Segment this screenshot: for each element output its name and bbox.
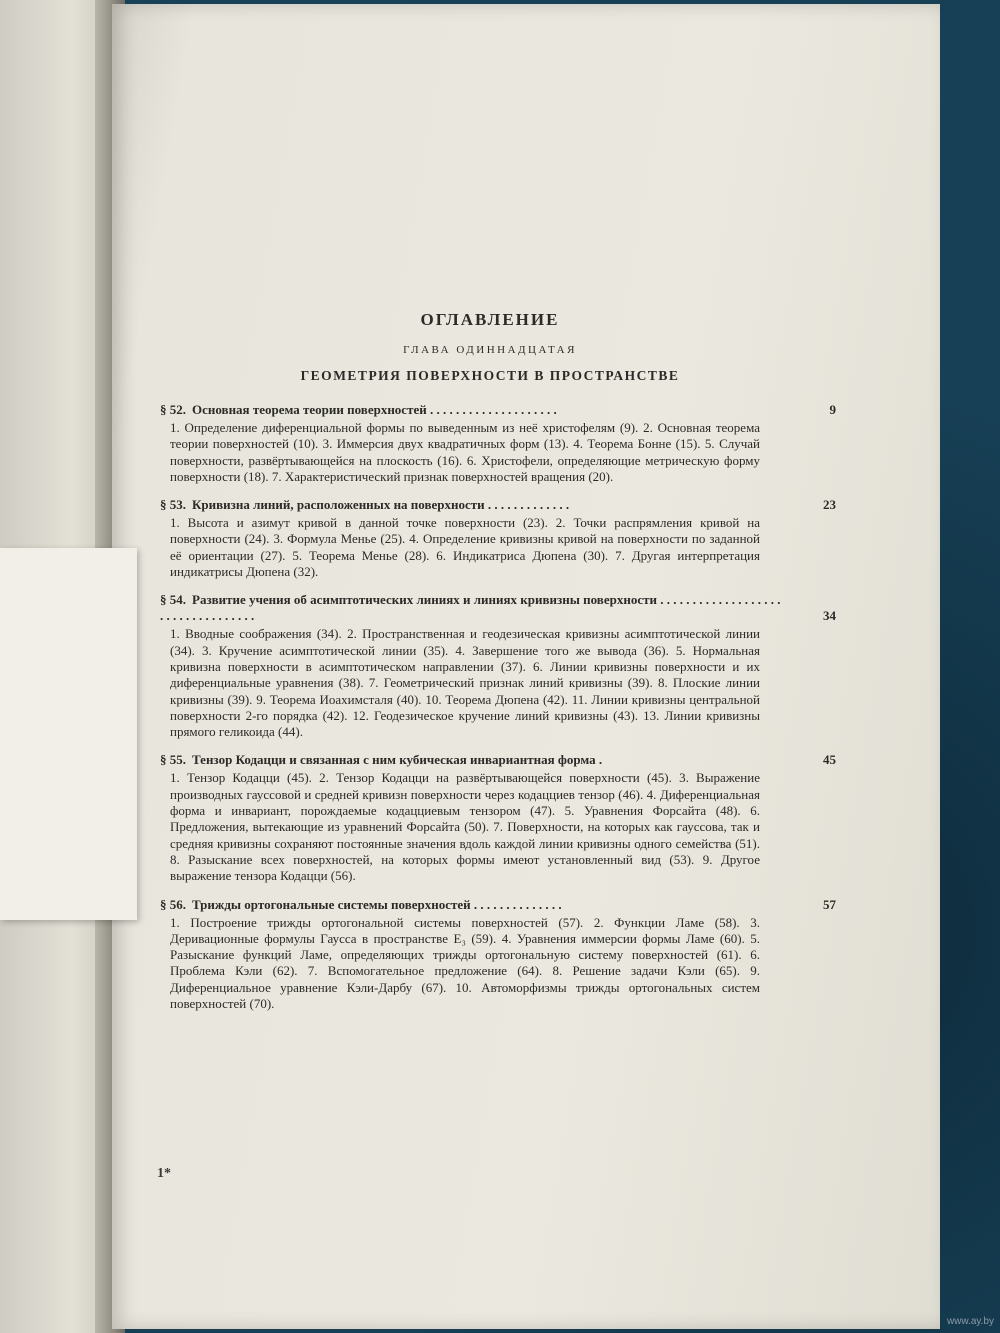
toc-title: ОГЛАВЛЕНИЕ [420,310,560,329]
section-heading [160,497,836,513]
section-title: Кривизна линий, расположенных на поверхности . . . . . . . . . . . . . [192,497,570,513]
section-contents: 1. Построение трижды ортогональной системы поверхностей (57). 2. Функции Ламе (58). 3. Деривационные формулы Гаусса в пространстве E₃ (59). 4. Уравнения иммерсии формы Ламе (60). 5. Разыскание функций Ламе, определяющих трижды ортогональную систему поверхностей (61). 6. Проблема Кэли (62). 7. Вспомогательное предложение (64). 8. Решение задачи Кэли (65). 9. Диференциальное уравнение Кэли-Дарбу (67). 10. Автоморфизмы трижды ортогональных систем поверхностей (70). [170,914,760,1012]
paper-bookmark [0,548,137,920]
toc-section-53 [160,497,836,580]
toc-section-54 [160,592,836,740]
section-contents: 1. Тензор Кодацци (45). 2. Тензор Кодацци на развёртывающейся поверхности (45). 3. Выражение производных гауссовой и средней кривизн поверхности через кодацциев тензор (46). 4. Диференциальная форма и инвариант, порождаемые кодацциевым тензором (47). 5. Уравнения Форсайта (48). 6. Предложения, вытекающие из уравнений Форсайта (50). 7. Поверхности, на которых как гауссова, так и средняя кривизны сохраняют постоянные значения вдоль каждой линии кривизны одного семейства (51). 8. Разыскание всех поверхностей, на которых формы имеют установленный вид (53). 9. Другое выражение тензора Кодацци (56). [170,770,760,884]
section-heading [160,592,836,624]
section-page-number: 9 [829,402,836,417]
section-page-number: 45 [823,752,836,768]
toc-section-55 [160,752,836,884]
section-number: § 53. [160,497,186,513]
site-watermark: www.ay.by [946,1316,994,1327]
section-heading [160,402,836,418]
section-number: § 52. [160,402,186,417]
section-page-number: 34 [823,608,836,624]
section-page-number: 57 [823,896,836,912]
section-number: § 55. [160,752,186,768]
section-heading [160,896,836,913]
section-number: § 56. [160,896,186,912]
section-title: Развитие учения об асимптотических линиях и линиях кривизны поверхности . . . . . . . . . . . . . . . . . . . . . . . . . . . . . . . . . . [160,592,781,624]
toc-section-52 [160,402,836,485]
chapter-label: ГЛАВА ОДИННАДЦАТАЯ [403,344,577,356]
table-of-contents [160,300,836,1024]
section-contents: 1. Высота и азимут кривой в данной точке поверхности (23). 2. Точки распрямления кривой на поверхности (24). 3. Формула Менье (25). 4. Определение кривизны кривой на поверхности по заданной её ориентации (27). 5. Теорема Менье (28). 6. Индикатриса Дюпена (30). 7. Другая интерпретация индикатрисы Дюпена (32). [170,515,760,580]
section-heading [160,752,836,768]
section-title: Трижды ортогональные системы поверхностей . . . . . . . . . . . . . . [192,896,562,912]
chapter-title: ГЕОМЕТРИЯ ПОВЕРХНОСТИ В ПРОСТРАНСТВЕ [300,368,680,383]
section-contents: 1. Вводные соображения (34). 2. Пространственная и геодезическая кривизны асимптотической линии (34). 3. Кручение асимптотической линии (35). 4. Завершение того же вывода (36). 5. Нормальная кривизна поверхности в асимптотическом направлении (37). 6. Линии кривизны поверхности и их диференциальные уравнения (38). 7. Геометрический признак линий кривизны (39). 8. Плоские линии кривизны (39). 9. Теорема Иоахимсталя (40). 10. Теорема Дюпена (42). 11. Линии кривизны центральной поверхности 2-го порядка (42). 12. Геодезическое кручение линий кривизны (43). 13. Линии кривизны прямого геликоида (44). [170,626,760,740]
section-title: Тензор Кодацци и связанная с ним кубическая инвариантная форма . [192,752,603,768]
section-page-number: 23 [823,497,836,513]
section-title: Основная теорема теории поверхностей . . . . . . . . . . . . . . . . . . . . [192,402,557,417]
toc-section-56 [160,896,836,1013]
signature-mark: 1* [157,1166,171,1181]
section-contents: 1. Определение диференциальной формы по выведенным из неё христофелям (9). 2. Основная теорема теории поверхностей (10). 3. Иммерсия двух квадратичных форм (13). 4. Теорема Бонне (15). 5. Случай поверхности, развёртывающейся на плоскость (16). 6. Христофели, определяющие метрическую форму поверхности (18). 7. Характеристический признак поверхностей вращения (20). [170,420,760,484]
section-number: § 54. [160,592,186,608]
